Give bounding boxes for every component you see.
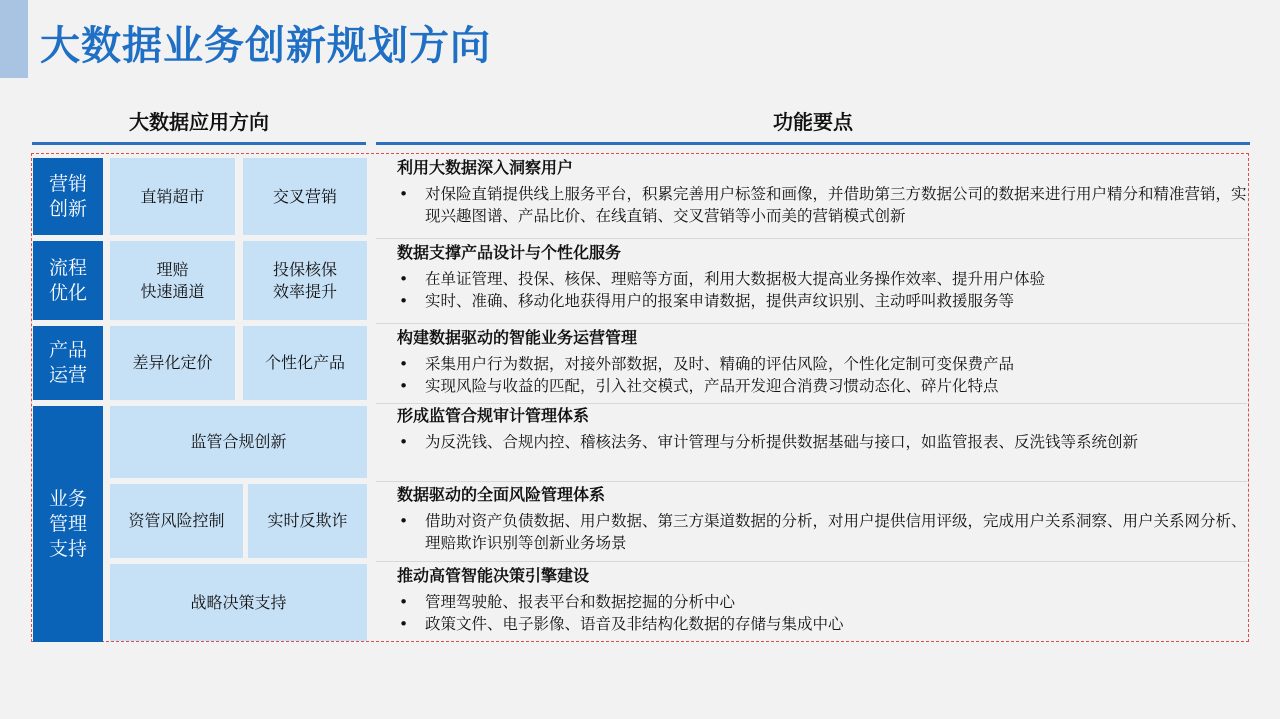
bullet-item	[397, 591, 1247, 613]
bullet-dot: •	[399, 512, 409, 530]
section-decision-engine	[397, 565, 1247, 635]
section-product-design	[397, 242, 1247, 312]
bullet-text: 借助对资产负债数据、用户数据、第三方渠道数据的分析，对用户提供信用评级，完成用户关系洞察、用户关系网分析、理赔欺诈识别等创新业务场景	[425, 512, 1247, 552]
section-heading: 利用大数据深入洞察用户	[397, 158, 574, 177]
bullet-text: 实时、准确、移动化地获得用户的报案申请数据，提供声纹识别、主动呼叫救援服务等	[425, 292, 1015, 310]
title-accent-bar	[0, 0, 28, 78]
bullet-dot: •	[399, 292, 409, 310]
cell-underwriting-efficiency: 投保核保 效率提升	[243, 241, 367, 320]
section-heading: 形成监管合规审计管理体系	[397, 406, 590, 425]
section-user-insight	[397, 157, 1247, 227]
section-compliance-audit	[397, 405, 1247, 453]
bullet-dot: •	[399, 270, 409, 288]
category-product: 产品 运营	[33, 326, 103, 400]
cell-claims-fast-track: 理赔 快速通道	[110, 241, 235, 320]
section-heading: 数据驱动的全面风险管理体系	[397, 485, 606, 504]
cell-regulatory-compliance: 监管合规创新	[110, 406, 367, 478]
bullet-dot: •	[399, 593, 409, 611]
page-title: 大数据业务创新规划方向	[40, 23, 491, 69]
header-function-points: 功能要点	[376, 108, 1250, 145]
cell-asset-risk-control: 资管风险控制	[110, 484, 243, 558]
bullet-text: 为反洗钱、合规内控、稽核法务、审计管理与分析提供数据基础与接口，如监管报表、反洗钱等系统创新	[425, 433, 1139, 451]
row-separator	[376, 238, 1247, 239]
cell-direct-sales: 直销超市	[110, 158, 235, 235]
header-application-direction: 大数据应用方向	[32, 108, 366, 145]
row-separator	[376, 481, 1247, 482]
bullet-text: 管理驾驶舱、报表平台和数据挖掘的分析中心	[425, 593, 736, 611]
bullet-text: 在单证管理、投保、核保、理赔等方面，利用大数据极大提高业务操作效率、提升用户体验	[425, 270, 1046, 288]
bullet-dot: •	[399, 185, 409, 203]
bullet-dot: •	[399, 377, 409, 395]
section-heading: 数据支撑产品设计与个性化服务	[397, 243, 622, 262]
bullet-item	[397, 353, 1247, 375]
bullet-item	[397, 183, 1247, 227]
section-heading: 构建数据驱动的智能业务运营管理	[397, 328, 638, 347]
bullet-item	[397, 510, 1247, 554]
row-separator	[376, 403, 1247, 404]
cell-cross-marketing: 交叉营销	[243, 158, 367, 235]
cell-strategic-decision: 战略决策支持	[110, 564, 367, 641]
cell-differential-pricing: 差异化定价	[110, 326, 235, 400]
category-marketing: 营销 创新	[33, 158, 103, 235]
row-separator	[376, 323, 1247, 324]
bullet-text: 采集用户行为数据，对接外部数据，及时、精确的评估风险，个性化定制可变保费产品	[425, 355, 1015, 373]
bullet-text: 实现风险与收益的匹配，引入社交模式，产品开发迎合消费习惯动态化、碎片化特点	[425, 377, 999, 395]
cell-personalized-product: 个性化产品	[243, 326, 367, 400]
section-risk-management	[397, 484, 1247, 554]
bullet-text: 对保险直销提供线上服务平台，积累完善用户标签和画像，并借助第三方数据公司的数据来进行用户精分和精准营销，实现兴趣图谱、产品比价、在线直销、交叉营销等小而美的营销模式创新	[425, 185, 1247, 225]
row-separator	[376, 561, 1247, 562]
bullet-dot: •	[399, 355, 409, 373]
category-business-management: 业务 管理 支持	[33, 406, 103, 642]
bullet-item	[397, 375, 1247, 397]
bullet-item	[397, 268, 1247, 290]
bullet-text: 政策文件、电子影像、语音及非结构化数据的存储与集成中心	[425, 615, 844, 633]
cell-realtime-anti-fraud: 实时反欺诈	[248, 484, 367, 558]
section-smart-operations	[397, 327, 1247, 397]
bullet-dot: •	[399, 433, 409, 451]
bullet-item	[397, 431, 1247, 453]
bullet-item	[397, 613, 1247, 635]
bullet-dot: •	[399, 615, 409, 633]
category-process: 流程 优化	[33, 241, 103, 320]
bullet-item	[397, 290, 1247, 312]
section-heading: 推动高管智能决策引擎建设	[397, 566, 590, 585]
